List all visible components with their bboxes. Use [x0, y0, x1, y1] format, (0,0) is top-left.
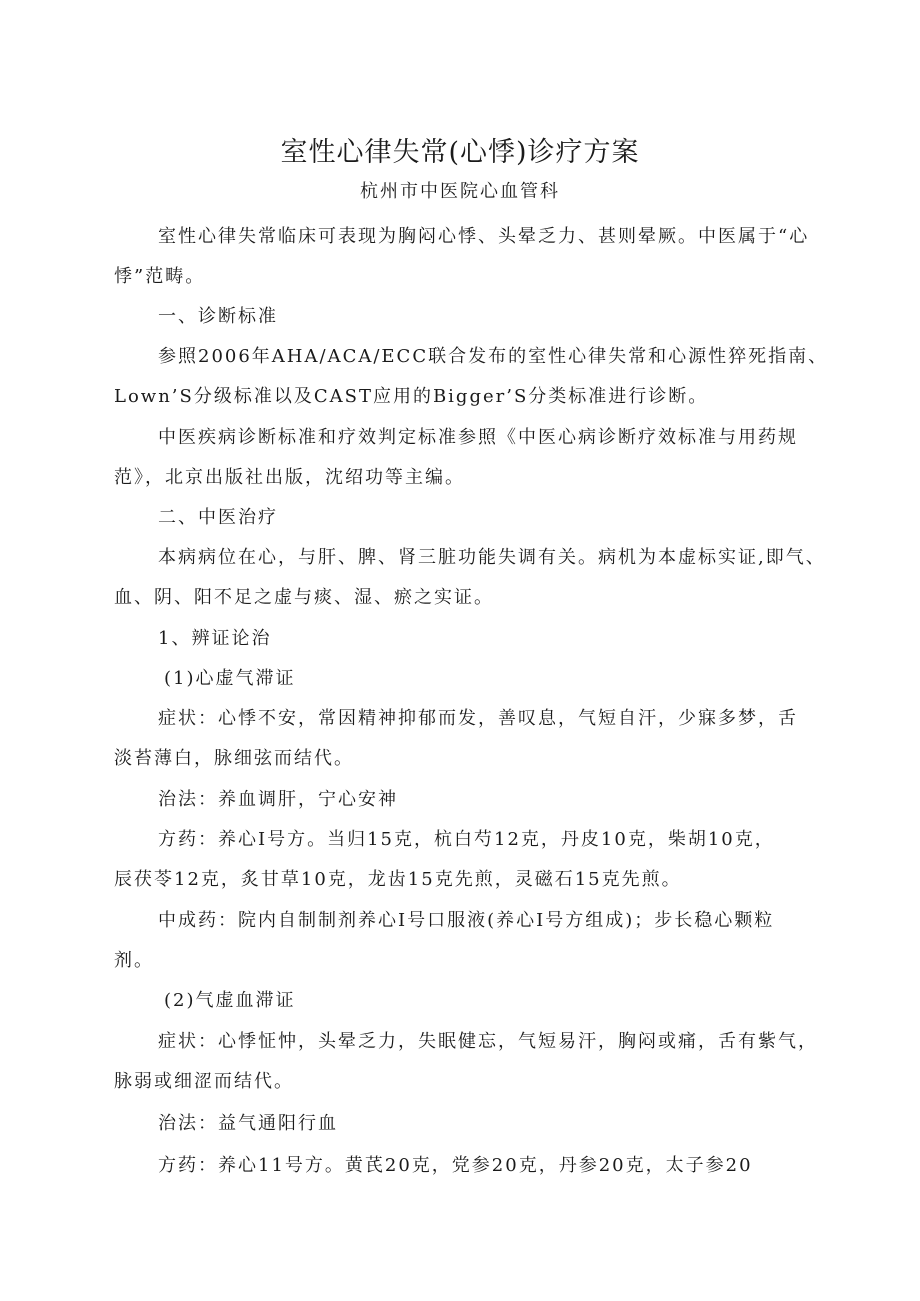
- text-line: 悸”范畴。: [114, 266, 206, 287]
- section-heading: 二、中医治疗: [158, 507, 278, 528]
- text-line: 治法：益气通阳行血: [158, 1113, 338, 1134]
- text-line: 本病病位在心，与肝、脾、肾三脏功能失调有关。病机为本虚标实证,即气、: [158, 547, 826, 568]
- text-line: 方药：养心11号方。黄芪20克，党参20克，丹参20克，太子参20: [158, 1155, 753, 1176]
- text-line: 血、阴、阳不足之虚与痰、湿、瘀之实证。: [114, 587, 494, 608]
- text-line: 中医疾病诊断标准和疗效判定标准参照《中医心病诊断疗效标准与用药规: [158, 427, 798, 448]
- text-line: Lown’S分级标准以及CAST应用的Bigger’S分类标准进行诊断。: [114, 386, 709, 407]
- document-title: 室性心律失常(心悸)诊疗方案: [280, 137, 640, 168]
- text-line: 室性心律失常临床可表现为胸闷心悸、头晕乏力、甚则晕厥。中医属于“心: [158, 226, 810, 247]
- text-line: 辰茯苓12克，炙甘草10克，龙齿15克先煎，灵磁石15克先煎。: [114, 869, 682, 890]
- section-heading: 一、诊断标准: [158, 306, 278, 327]
- text-line: 剂。: [114, 950, 154, 971]
- text-line: 症状：心悸不安，常因精神抑郁而发，善叹息，气短自汗，少寐多梦，舌: [158, 708, 798, 729]
- subsection-heading: 1、辨证论治: [158, 628, 272, 649]
- text-line: 范》，北京出版社出版，沈绍功等主编。: [114, 467, 465, 488]
- text-line: 中成药：院内自制制剂养心Ⅰ号口服液(养心Ⅰ号方组成)；步长稳心颗粒: [158, 910, 775, 931]
- text-line: 治法：养血调肝，宁心安神: [158, 789, 398, 810]
- text-line: 参照2006年AHA/ACA/ECC联合发布的室性心律失常和心源性猝死指南、: [158, 346, 829, 367]
- text-line: 症状：心悸怔忡，头晕乏力，失眠健忘，气短易汗，胸闷或痛，舌有紫气，: [158, 1031, 818, 1052]
- subsection-heading: (1)心虚气滞证: [164, 668, 296, 689]
- text-line: 方药：养心Ⅰ号方。当归15克，杭白芍12克，丹皮10克，柴胡10克，: [158, 829, 775, 850]
- text-line: 淡苔薄白，脉细弦而结代。: [114, 748, 354, 769]
- subsection-heading: (2)气虚血滞证: [164, 990, 296, 1011]
- text-line: 脉弱或细涩而结代。: [114, 1071, 294, 1092]
- document-subtitle: 杭州市中医院心血管科: [360, 181, 560, 202]
